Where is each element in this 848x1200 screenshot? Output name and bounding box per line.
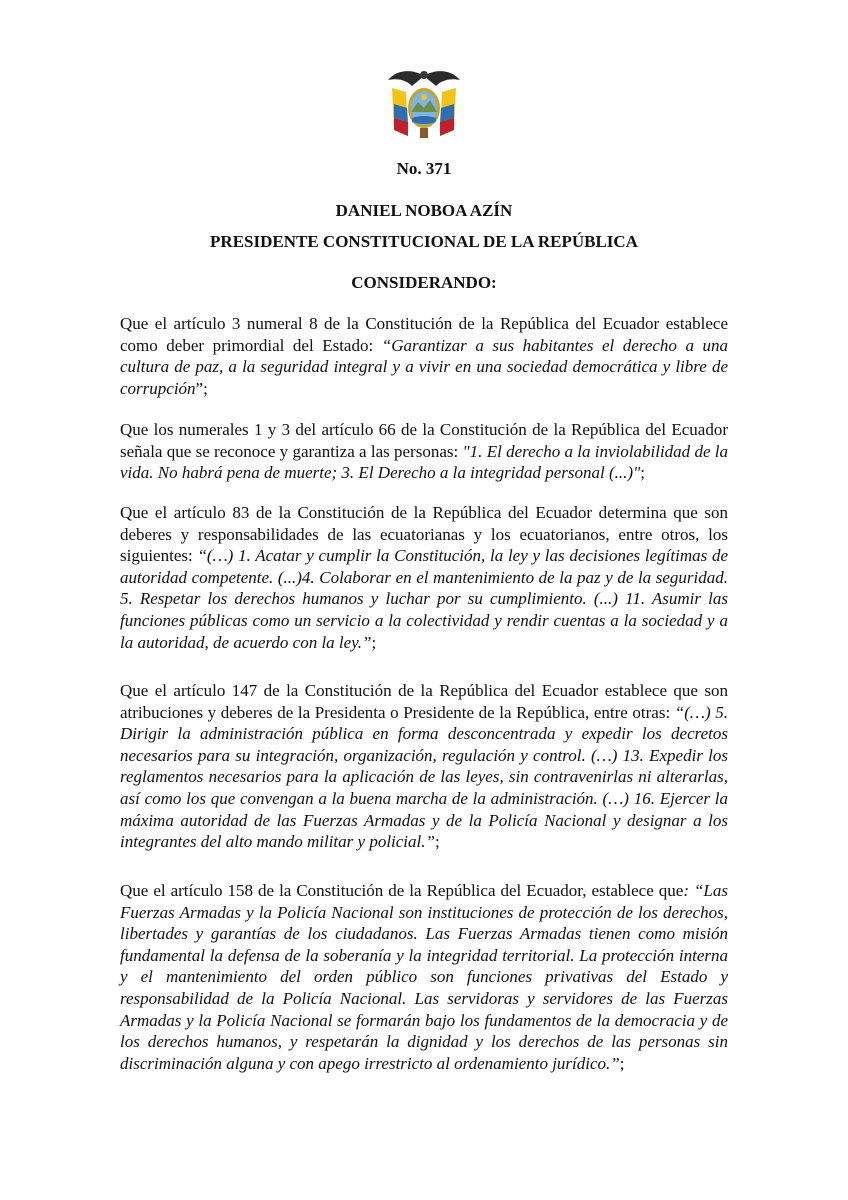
paragraph-art-3 — [120, 313, 728, 399]
paragraph-art-158 — [120, 880, 728, 1074]
paragraph-lead: Que el artículo 147 de la Constitución de la República del Ecuador establece que son atribuciones y deberes de la Presidenta o Presidente de la República, entre otras: — [120, 681, 728, 722]
coat-of-arms-icon — [384, 66, 464, 142]
paragraph-quote: “Garantizar a sus habitantes el derecho a una cultura de paz, a la seguridad integral y a vivir en una sociedad democrática y libre de corrupción — [120, 335, 728, 398]
paragraph-quote: “(…) 1. Acatar y cumplir la Constitución, la ley y las decisiones legítimas de autoridad competente. (...)4. Colaborar en el mantenimiento de la paz y de la seguridad. 5. Respetar los derechos humanos y luchar por su cumplimiento. (...) 11. Asumir las funciones públicas como un servicio a la colectividad y rendir cuentas a la sociedad y a la autoridad, de acuerdo con la ley.” — [120, 546, 728, 652]
paragraph-tail: ; — [619, 1053, 625, 1073]
president-name: DANIEL NOBOA AZÍN — [335, 201, 513, 220]
considerando-heading: CONSIDERANDO: — [351, 273, 497, 292]
paragraph-art-147 — [120, 680, 728, 853]
paragraph-lead: Que el artículo 158 de la Constitución de la República del Ecuador, establece que — [120, 881, 684, 900]
paragraph-art-66 — [120, 419, 728, 484]
paragraph-tail: ”; — [195, 378, 208, 398]
paragraph-lead: Que los numerales 1 y 3 del artículo 66 de la Constitución de la República del Ecuador señala que se reconoce y garantiza a las personas: — [120, 420, 728, 461]
paragraph-quote: “(…) 5. Dirigir la administración pública en forma desconcentrada y expedir los decretos necesarios para su integración, organización, regulación y control. (…) 13. Expedir los reglamentos necesarios para la aplicación de las leyes, sin contravenirlas ni alterarlas, así como los que convengan a la buena marcha de la administración. (…) 16. Ejercer la máxima autoridad de las Fuerzas Armadas y de la Policía Nacional y designar a los integrantes del alto mando militar y policial.” — [120, 702, 728, 852]
paragraph-tail: ; — [434, 832, 440, 852]
paragraph-lead: Que el artículo 3 numeral 8 de la Constitución de la República del Ecuador establece como deber primordial del Estado: — [120, 314, 728, 355]
decree-number: No. 371 — [396, 159, 452, 178]
paragraph-quote: "1. El derecho a la inviolabilidad de la vida. No habrá pena de muerte; 3. El Derecho a la integridad personal (...)" — [120, 441, 728, 483]
paragraph-tail: ; — [640, 463, 645, 483]
paragraph-quote: : “Las Fuerzas Armadas y la Policía Nacional son instituciones de protección de los derechos, libertades y garantías de los ciudadanos. Las Fuerzas Armadas tienen como misión fundamental la defensa de la soberanía y la integridad territorial. La protección interna y el mantenimiento del orden público son funciones privativas del Estado y responsabilidad de la Policía Nacional. Las servidoras y servidores de las Fuerzas Armadas y la Policía Nacional se formarán bajo los fundamentos de la democracia y de los derechos humanos, y respetarán la dignidad y los derechos de las personas sin discriminación alguna y con apego irrestricto al ordenamiento jurídico.” — [120, 881, 729, 1073]
paragraph-lead: Que el artículo 83 de la Constitución de la República del Ecuador determina que son deberes y responsabilidades de las ecuatorianas y los ecuatorianos, entre otros, los siguientes: — [120, 503, 728, 566]
president-title: PRESIDENTE CONSTITUCIONAL DE LA REPÚBLICA — [210, 232, 638, 251]
paragraph-tail: ; — [371, 632, 377, 652]
paragraph-art-83 — [120, 502, 728, 653]
